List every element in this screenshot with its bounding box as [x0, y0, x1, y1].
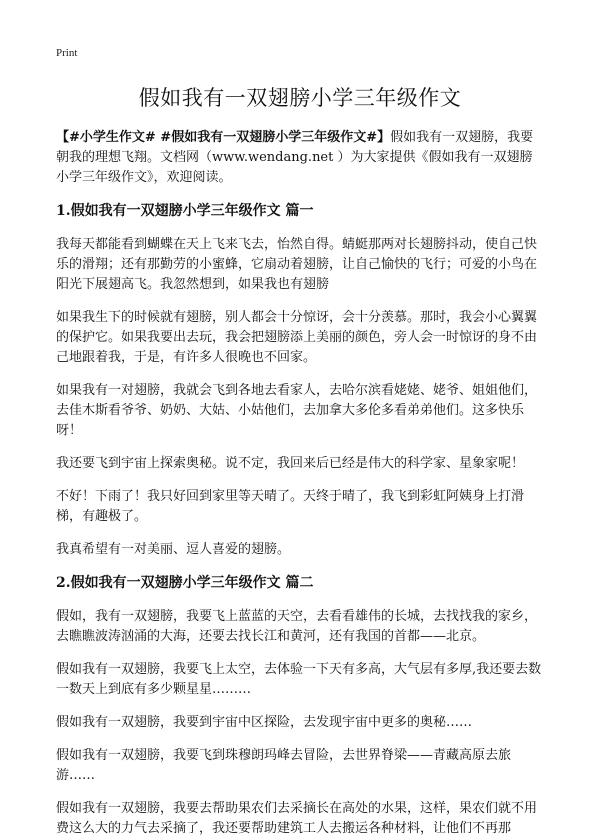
paragraph: 假如，我有一双翅膀，我要飞上蓝蓝的天空，去看看雄伟的长城，去找找我的家乡，去瞧瞧波涛汹涌的大海，还要去找长江和黄河，还有我国的首都——北京。: [56, 609, 538, 644]
intro-tags: 【#小学生作文# #假如我有一双翅膀小学三年级作文#】: [56, 130, 391, 145]
paragraph: 假如我有一双翅膀，我要飞上太空，去体验一下天有多高，大气层有多厚,我还要去数一数天上到底有多少颗星星………: [56, 662, 542, 697]
page-title: 假如我有一双翅膀小学三年级作文: [138, 86, 462, 110]
paragraph: 不好！下雨了！我只好回到家里等天晴了。天终于晴了，我飞到彩虹阿姨身上打滑梯，有趣极了。: [56, 489, 525, 524]
intro-text: 假如我有一双翅膀，我要朝我的理想飞翔。文档网（www.wendang.net ）为大家提供《假如我有一双翅膀小学三年级作文》，欢迎阅读。: [56, 130, 534, 185]
section-heading-1: 1.假如我有一双翅膀小学三年级作文 篇一: [56, 203, 314, 219]
paragraph: 假如我有一双翅膀，我要飞到珠穆朗玛峰去冒险，去世界脊梁——青藏高原去旅游……: [56, 748, 512, 783]
paragraph: 我每天都能看到蝴蝶在天上飞来飞去，怡然自得。蜻蜓那两对长翅膀抖动，使自己快乐的滑翔；还有那勤劳的小蜜蜂，它扇动着翅膀，让自己愉快的飞行；可爱的小鸟在阳光下展翅高飞。我忽然想到，如果我也有翅膀: [56, 237, 538, 292]
print-link[interactable]: Print: [56, 47, 78, 59]
intro-paragraph: [56, 128, 544, 188]
paragraph: 假如我有一双翅膀，我要去帮助果农们去采摘长在高处的水果，这样，果农们就不用费这么大的力气去采摘了，我还要帮助建筑工人去搬运各种材料，让他们不再那: [56, 801, 538, 836]
paragraph: 如果我生下的时候就有翅膀，别人都会十分惊讶，会十分羡慕。那时，我会小心翼翼的保护它。如果我要出去玩，我会把翅膀添上美丽的颜色，旁人会一时惊讶的身不由己地跟着我，于是，有许多人很晚也不回家。: [56, 310, 538, 365]
paragraph: 如果我有一对翅膀，我就会飞到各地去看家人，去哈尔滨看姥姥、姥爷、姐姐他们，去佳木斯看爷爷、奶奶、大姑、小姑他们，去加拿大多伦多看弟弟他们。这多快乐呀！: [56, 383, 538, 438]
paragraph: 假如我有一双翅膀，我要到宇宙中区探险，去发现宇宙中更多的奥秘……: [56, 715, 473, 730]
paragraph: 我还要飞到宇宙上探索奥秘。说不定，我回来后已经是伟大的科学家、星象家呢！: [56, 456, 525, 471]
section-heading-2: 2.假如我有一双翅膀小学三年级作文 篇二: [56, 575, 314, 591]
paragraph: 我真希望有一对美丽、逗人喜爱的翅膀。: [56, 542, 291, 557]
